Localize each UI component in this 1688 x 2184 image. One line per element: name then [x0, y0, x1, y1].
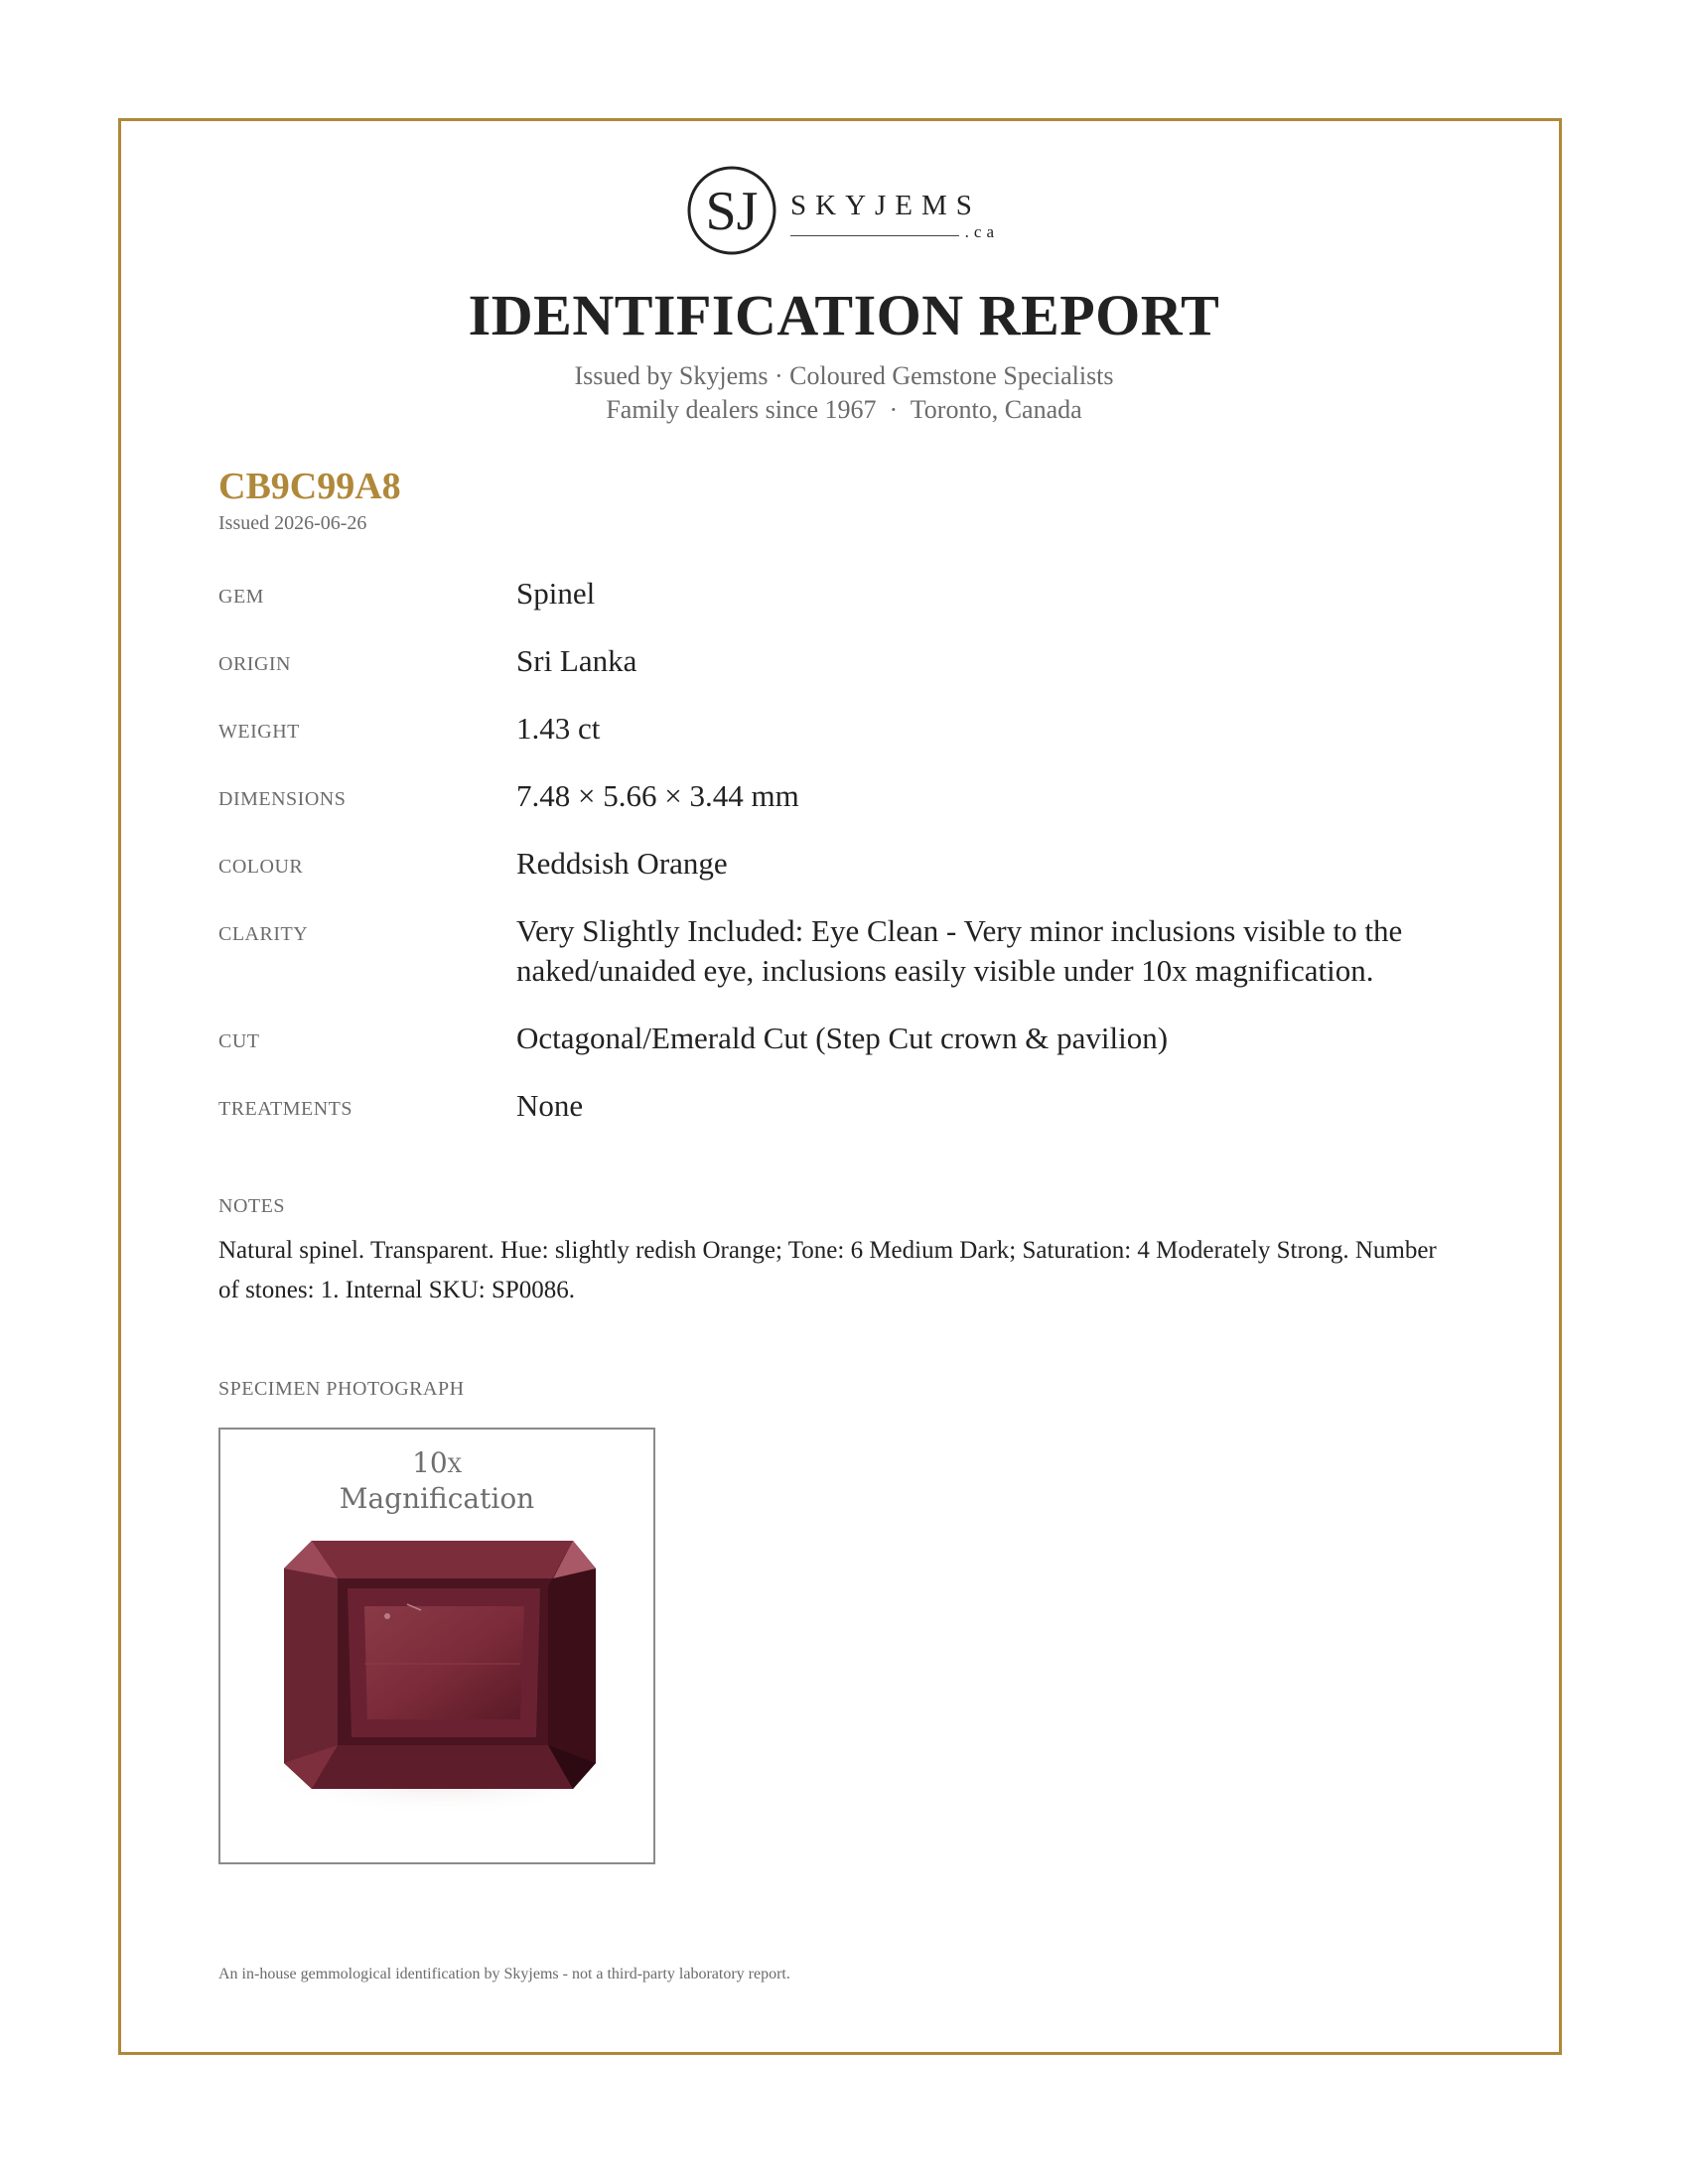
logo-domain: [790, 224, 999, 244]
field-value-origin: Sri Lanka: [516, 643, 637, 678]
report-title: IDENTIFICATION REPORT: [468, 283, 1220, 347]
issuer-line-1: Issued by Skyjems · Coloured Gemstone Specialists: [574, 361, 1114, 390]
logo-tld: .ca: [964, 222, 999, 241]
field-value-clarity: Very Slightly Included: Eye Clean - Very minor inclusions visible to the naked/unaided eye, inclusions easily visible under 10x magnification.: [516, 913, 1403, 988]
magnification-word: Magnification: [339, 1482, 535, 1515]
field-label-origin: ORIGIN: [218, 653, 291, 675]
field-label-cut: CUT: [218, 1030, 260, 1052]
field-label-dimensions: DIMENSIONS: [218, 788, 347, 810]
field-label-weight: WEIGHT: [218, 721, 300, 743]
issuer-line-2: Family dealers since 1967 · Toronto, Canada: [606, 395, 1082, 424]
notes-text: Natural spinel. Transparent. Hue: slightly redish Orange; Tone: 6 Medium Dark; Saturation: 4 Moderately Strong. Number of stones: 1. Internal SKU: SP0086.: [218, 1237, 1437, 1303]
magnification-caption: [220, 1445, 653, 1517]
logo-monogram: SJ: [705, 181, 759, 242]
field-value-cut: Octagonal/Emerald Cut (Step Cut crown & pavilion): [516, 1021, 1169, 1055]
report-reference: CB9C99A8: [218, 466, 401, 507]
issuer-block: [0, 359, 1688, 427]
field-label-treatments: TREATMENTS: [218, 1098, 352, 1120]
field-value-colour: Reddsish Orange: [516, 846, 728, 881]
specimen-photo: [218, 1428, 655, 1864]
logo-wordmark: SKYJEMS: [790, 190, 981, 221]
field-label-gem: GEM: [218, 586, 264, 608]
skyjems-logo: [685, 164, 1013, 263]
magnification-power: 10x: [412, 1446, 462, 1479]
issued-date: Issued 2026-06-26: [218, 512, 367, 534]
footer-disclaimer: An in-house gemmological identification by Skyjems - not a third-party laboratory report.: [218, 1966, 790, 1982]
sj-monogram-icon: [685, 164, 779, 258]
photo-label: SPECIMEN PHOTOGRAPH: [218, 1378, 465, 1400]
field-value-weight: 1.43 ct: [516, 711, 601, 746]
field-value-treatments: None: [516, 1088, 584, 1123]
field-label-colour: COLOUR: [218, 856, 304, 878]
field-label-clarity: CLARITY: [218, 923, 309, 945]
field-value-gem: Spinel: [516, 576, 596, 611]
field-value-dimensions: 7.48 × 5.66 × 3.44 mm: [516, 778, 799, 813]
notes-label: NOTES: [218, 1195, 285, 1217]
